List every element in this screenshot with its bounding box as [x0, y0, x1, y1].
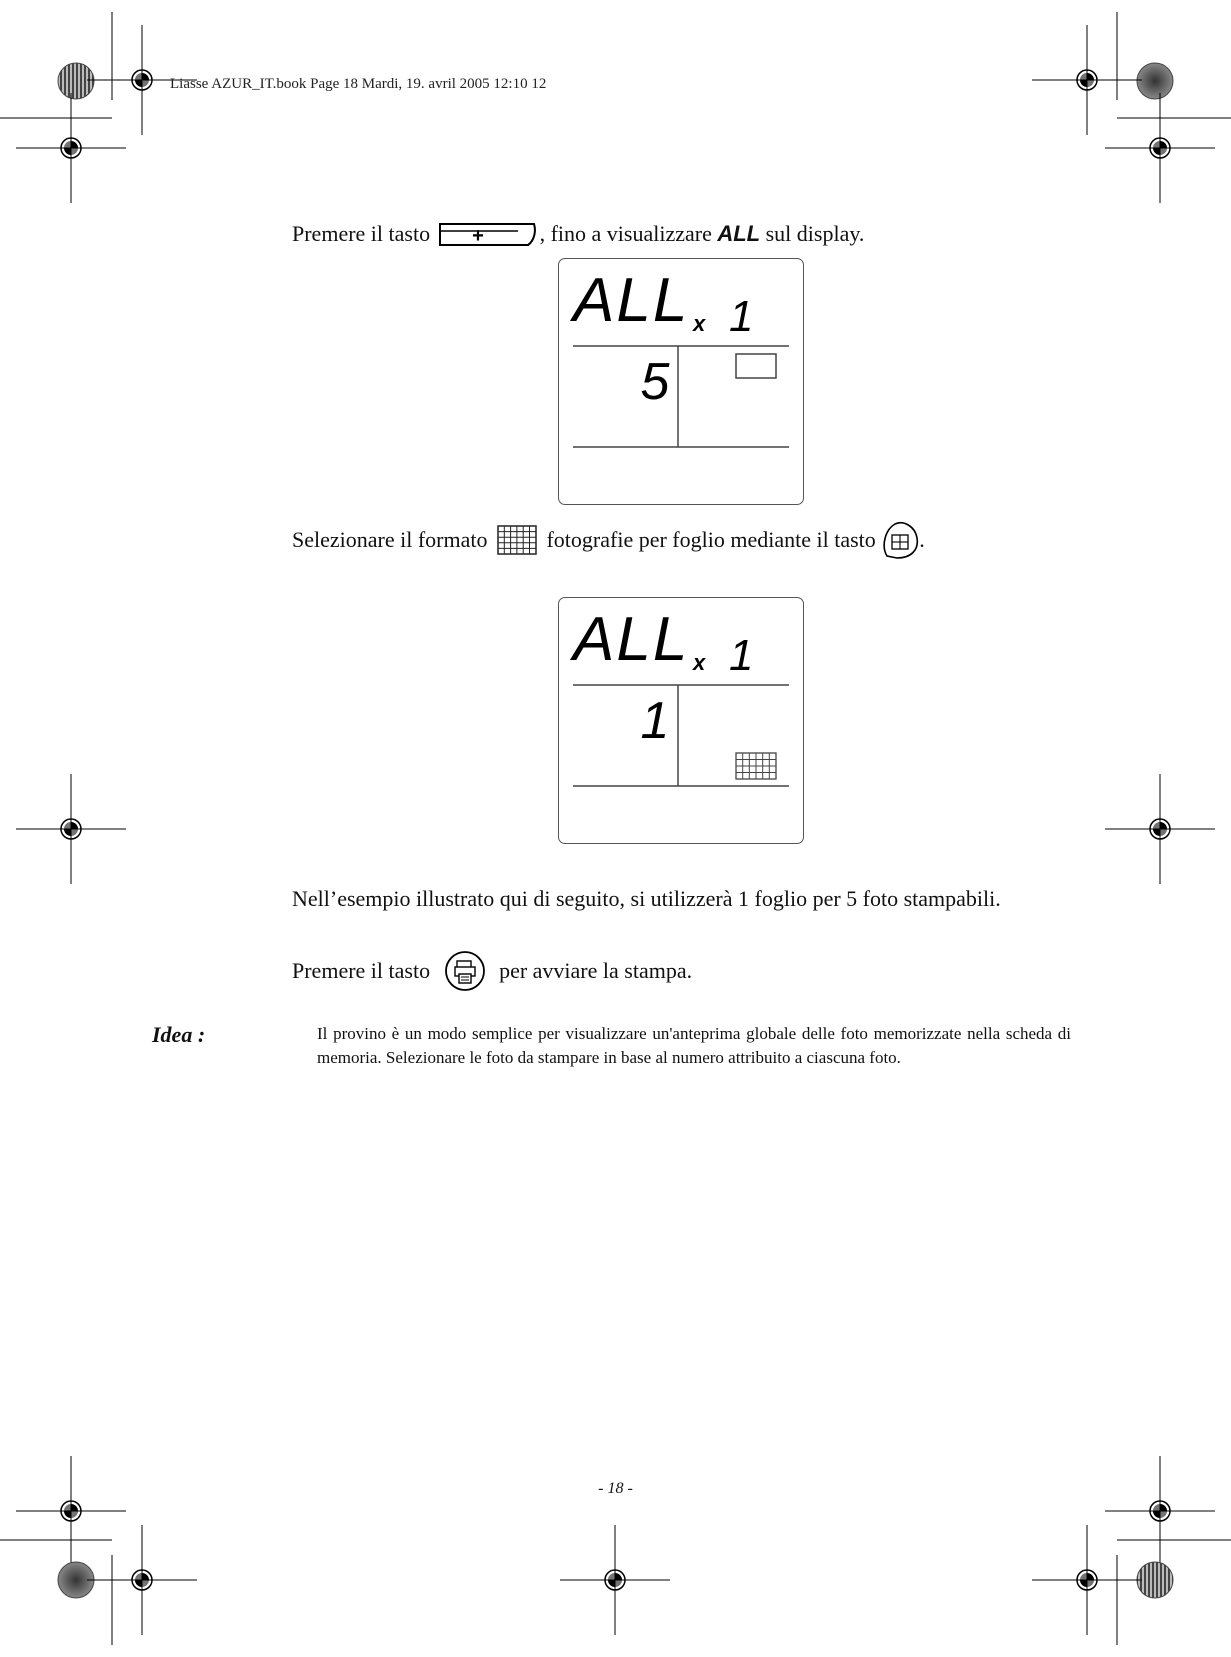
plus-key-icon	[438, 220, 538, 252]
instruction-text: Selezionare il formato	[292, 527, 488, 553]
instruction-text: per avviare la stampa.	[499, 958, 693, 984]
instruction-text: Premere il tasto	[292, 958, 431, 984]
instruction-start-print	[292, 950, 692, 996]
instruction-text: .	[919, 527, 925, 553]
lcd-copies: 1	[729, 631, 754, 680]
idea-text: Il provino è un modo semplice per visualizzare un'anteprima globale delle foto memorizzate nella scheda di memoria. Selezionare le foto da stampare in base al numero attribuito a ciascuna foto.	[317, 1024, 1071, 1067]
instruction-text: Premere il tasto	[292, 221, 431, 247]
instruction-text: fotografie per foglio mediante il tasto	[546, 527, 876, 553]
lcd-count: 1	[640, 692, 670, 750]
lcd-mode-label: ALL	[573, 266, 690, 335]
grid-format-icon	[736, 753, 776, 779]
instruction-select-format	[292, 520, 925, 564]
idea-label: Idea :	[152, 1022, 206, 1047]
single-photo-format-icon	[736, 354, 776, 378]
page-number: - 18 -	[598, 1480, 633, 1497]
lcd-mode-label: ALL	[573, 605, 690, 674]
format-key-icon	[881, 520, 919, 564]
lcd-copies: 1	[729, 292, 754, 341]
grid-format-icon	[497, 525, 537, 559]
instruction-press-plus	[292, 220, 864, 252]
lcd-times-sign: x	[693, 650, 706, 675]
lcd-display-2	[558, 597, 804, 844]
instruction-text: sul display.	[765, 221, 865, 247]
lcd-count: 5	[640, 353, 670, 411]
instruction-text: , fino a visualizzare	[539, 221, 712, 247]
print-key-icon	[444, 950, 486, 996]
all-emphasis: ALL	[717, 221, 761, 247]
example-note: Nell’esempio illustrato qui di seguito, si utilizzerà 1 foglio per 5 foto stampabili.	[292, 886, 1001, 911]
lcd-times-sign: x	[693, 311, 706, 336]
svg-text:+: +	[471, 225, 484, 247]
book-header: Liasse AZUR_IT.book Page 18 Mardi, 19. avril 2005 12:10 12	[170, 76, 547, 92]
lcd-display-1	[558, 258, 804, 505]
